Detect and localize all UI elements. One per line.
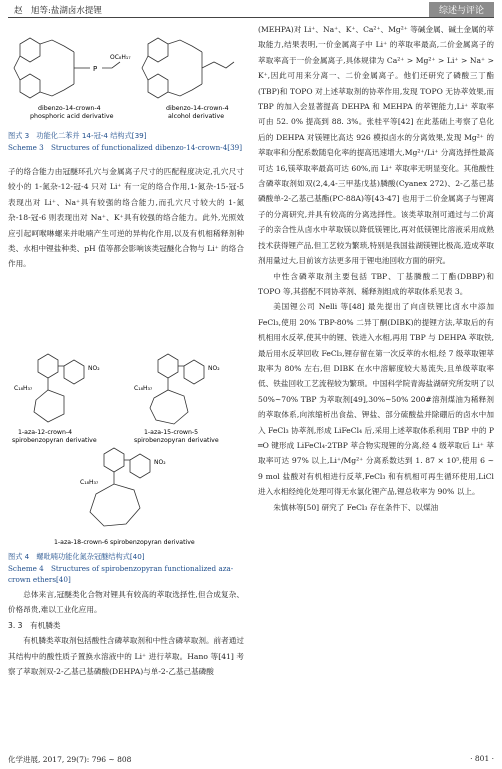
- scheme-4-caption-zh: 图式 4 螺吡喃功能化氮杂冠醚结构式[40]: [8, 552, 145, 561]
- page-footer: [8, 754, 494, 765]
- mol-caption-e: 1-aza-18-crown-6 spirobenzopyran derivative: [54, 539, 195, 546]
- left-paragraph-summary: 总体来言,冠醚类化合物对锂具有较高的萃取选择性,但合成复杂、价格昂贵,难以工业化应用。: [8, 590, 244, 615]
- alkyl-label-2: C₁₈H₃₇: [134, 385, 153, 392]
- alkyl-label-3: C₁₈H₃₇: [80, 479, 99, 486]
- left-paragraph-crown-ether: 子的络合能力由冠醚环孔穴与金属离子尺寸的匹配程度决定,孔穴尺寸较小的 1-氮杂-12-冠-4 只对 Li⁺ 有一定的络合作用,1-氮杂-15-冠-5 表现出对 Li⁺、Na⁺具有较强的络合能力,而孔穴尺寸较大的 1-氮杂-18-冠-6 则表现出对 Na⁺、K⁺具有较强的络合能力。此外,光照效应引起呵喉啉螺来并吡喃产生可逆的异构化作用,以及有机相稀释剂种类、水相中锂盐种类、pH 值等都会影响该类冠醚化合物与 Li⁺ 的络合作用。: [8, 167, 244, 269]
- dibenzo-crown-phosphoric-structure: [14, 38, 120, 98]
- mol-caption-a-line2: phosphoric acid derivative: [30, 113, 114, 120]
- nitro-label-2: NO₂: [208, 365, 220, 372]
- scheme-4-caption-en: Scheme 4 Structures of spirobenzopyran functionalized aza-crown ethers[40]: [8, 563, 234, 584]
- scheme-3-caption-zh: 图式 3 功能化二苯并 14-冠-4 结构式[39]: [8, 131, 147, 140]
- scheme-3-caption: [8, 130, 244, 153]
- header-rule: [8, 17, 494, 18]
- alkyl-label-1: C₁₈H₃₇: [14, 385, 33, 392]
- aza-12-crown-4-structure: [34, 354, 84, 422]
- right-paragraph-2: 中性含磷萃取剂主要包括 TBP、丁基膦酸二丁酯(DBBP)和 TOPO 等,其搭配不同协萃剂、稀释剂组成的萃取体系见表 3。: [258, 271, 494, 296]
- octyloxy-label: OC₈H₁₇: [110, 54, 131, 61]
- footer-citation: 化学进展, 2017, 29(7): 796 ~ 808: [8, 755, 132, 764]
- mol-caption-c-line2: spirobenzopyran derivative: [12, 437, 97, 444]
- section-heading-organophosphorus: 3. 3 有机膦类: [8, 620, 61, 630]
- dibenzo-crown-alcohol-structure: [142, 38, 234, 98]
- page-number: · 801 ·: [470, 754, 494, 763]
- right-paragraph-1: (MEHPA)对 Li⁺、Na⁺、K⁺、Ca²⁺、Mg²⁺ 等碱金属、碱土金属的萃取能力,结果表明,一价金属离子中 Li⁺ 的萃取率最高,二价金属离子的萃取率高于一价金属离子,具体规律为 Ca²⁺ > Mg²⁺ > Li⁺ > Na⁺ > K⁺,因此可用来分离一、二价金属离子。他们还研究了磷酸三丁酯(TBP)和 TOPO 对上述萃取剂的协萃作用,发现 TOPO 无协萃效果,而 TBP 的加入会显著提高 DEHPA 和 MEHPA 的萃锂能力,Li⁺ 萃取率可由 52. 0% 提高到 88. 3%。张桂平等[42] 在此基础上考察了皂化后的 DEHPA 对镁锂比高达 926 模拟卤水的分离效果,发现 Mg²⁺ 的萃取率和分配系数随皂化率的提高迅速增大,Mg²⁺/Li⁺ 分离选择性最高可达 16,镁萃取率最高可达 60%,而 Li⁺ 萃取率无明显变化。其他酸性含磷萃取剂如双(2,4,4-三甲基戊基)膦酸(Cyanex 272)、2-乙基己基磷酸单-2-乙基己基酯(PC-88A)等[43-47] 也用于二价金属离子与锂离子的分离研究,并具有较高的分离选择性。该类萃取剂可通过与二价离子的亲合性从卤水中萃取镁以降低镁锂比,再对低镁锂比溶液采用成熟技术获得锂产品,但工艺较为繁琐,特别是我国盐湖镁锂比极高,造成萃取剂用量过大,目前该方法更多用于锂电池回收方面的研究。: [258, 25, 494, 266]
- mol-caption-b-line2: alcohol derivative: [168, 113, 225, 120]
- right-column: [258, 22, 494, 515]
- mol-caption-d-line2: spirobenzopyran derivative: [134, 437, 219, 444]
- left-paragraph-organophosphorus: 有机膦类萃取剂包括酸性含磷萃取剂和中性含磷萃取剂。前者通过其结构中的酸性质子置换水溶液中的 Li⁺ 进行萃取。Hano 等[41] 考察了萃取剂双-2-乙基己基磷酸(DEHPA)与单-2-乙基己基磷酸: [8, 636, 244, 677]
- right-paragraph-3: 美国锂公司 Nelli 等[48] 最先提出了向卤铁锂比卤水中添加 FeCl₃,使用 20% TBP-80% 二异丁酮(DIBK)的提锂方法,萃取后的有机相用水反萃,使其中的锂、铁进入水相,再用 TBP 与 DEHPA 萃取铁,最后用水反萃回收 FeCl₃,锂存留在第一次反萃的水相,经 7 级萃取锂萃取率为 80% 左右,但 DIBK 在水中溶解度较大易流失,且单级萃取率低、铁盐回收工艺流程较为繁琐。中国科学院青海盐湖研究所发明了以50%~70% TBP 为萃取剂[49],30%~50% 200#溶剂煤油为稀释剂的萃取体系,向浓缩析出食盐、钾盐、部分硫酸盐并除硼后的卤水中加入 FeCl₃ 协萃剂,形成 LiFeCl₄ 后,采用上述萃取体系利用 TBP 中的 P ═O 键形成 LiFeCl₄·2TBP 萃合物实现锂的分离,经 4 级萃取后 Li⁺ 萃取率可达 97% 以上,Li⁺/Mg²⁺ 分离系数达到 1. 87 × 10⁵,使用 6 ~ 9 mol 盐酸对有机相进行反萃,FeCl₃ 和有机相可再生循环使用,LiCl 进入水相经纯化处理可得无水氯化锂产品,锂总收率为 90% 以上。: [258, 302, 494, 497]
- left-column-paragraph-1: [8, 164, 244, 272]
- nitro-label-3: NO₂: [154, 459, 166, 466]
- aza-15-crown-5-structure: [150, 354, 204, 424]
- phosphorus-label: P: [93, 65, 98, 73]
- scheme-4-structures: [8, 350, 244, 555]
- running-header-section: 综述与评论: [429, 2, 494, 17]
- scheme-3-structures: [8, 22, 244, 130]
- right-paragraph-4: 朱慎林等[50] 研究了 FeCl₃ 存在条件下、以煤油: [273, 502, 439, 512]
- mol-caption-c-line1: 1-aza-12-crown-4: [18, 429, 73, 436]
- scheme-4-caption: [8, 551, 244, 586]
- left-column-lower: [8, 587, 244, 679]
- mol-caption-d-line1: 1-aza-15-crown-5: [144, 429, 199, 436]
- aza-18-crown-6-structure: [90, 448, 150, 526]
- nitro-label-1: NO₂: [88, 365, 100, 372]
- scheme-3-caption-en: Scheme 3 Structures of functionalized dibenzo-14-crown-4[39]: [8, 142, 243, 152]
- mol-caption-a-line1: dibenzo-14-crown-4: [38, 105, 101, 112]
- mol-caption-b-line1: dibenzo-14-crown-4: [166, 105, 229, 112]
- running-header-author: 赵 旭等:盐湖卤水提锂: [14, 6, 102, 16]
